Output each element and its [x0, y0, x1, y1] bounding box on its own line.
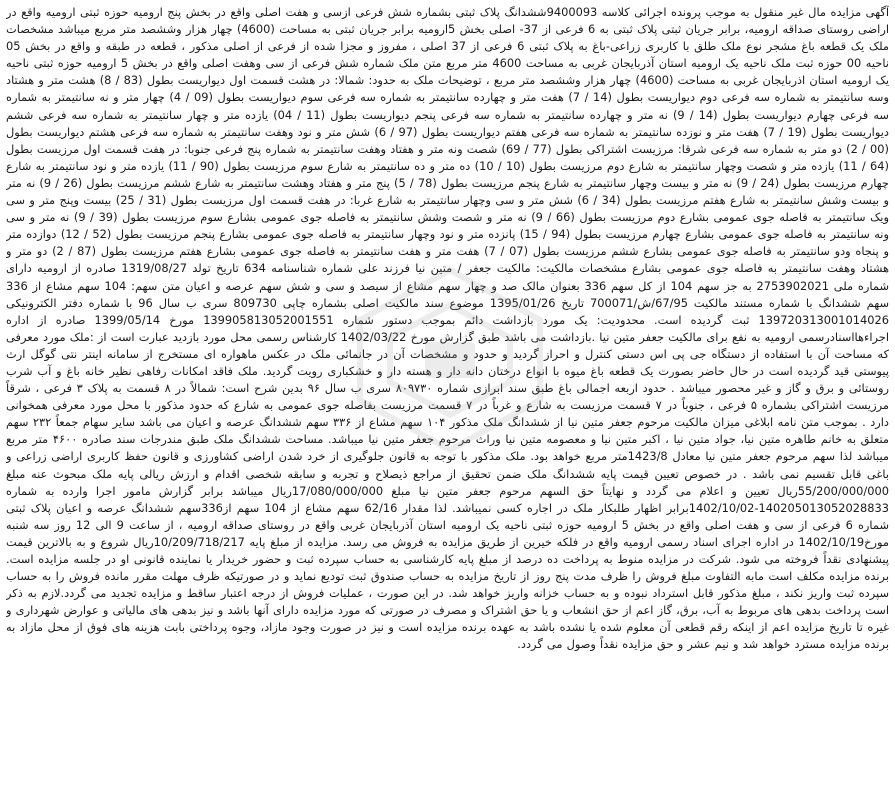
auction-notice-text: آگهی مزایده مال غیر منقول به موجب پرونده اجرائی کلاسه 9400093ششدانگ پلاک ثبتی بشماره شش فرعی ازسی و هفت اصلی واقع در بخش پنج ارومیه حوزه ثبتی ارومیه واقع در اراضی روستای صداقه ارومیه، برابر جریان ثبتی پلاک ثبتی به 6 فرعی از 37- اصلی بخش 5ارومیه برابر جریان ثبتی به مساحت (4600) چهار هزار وششصد متر مربع میباشد مشخصات ملک یک قطعه باغ مشجر نوع ملک طلق با کاربری زراعی-باغ به پلاک ثبتی 6 فرعی از 37 اصلی ، مفروز و مجزا شده از فرعی از اصلی مذکور ، قطعه در طبقه و واقع در بخش 05 ناحیه 00 حوزه ثبت ملک ناحیه یک ارومیه استان آذربایجان غربی به مساحت 4600 متر مربع متن ملک شماره شش فرعی از سی وهفت اصلی واقع در بخش 5 ارومیه حوزه ثبتی ناحیه یک ارومیه استان اذربایجان غربی به مساحت (4600) چهار هزار وششصد متر مربع ، توضیحات ملک به حدود: شمالا: در هشت قسمت اول دیواریست بطول (83 / 8) هشت متر و هشتاد وسه سانتیمتر به شماره سه فرعی دوم دیواریست بطول (14 / 7) هفت متر و چهارده سانتیمتر به شماره سه فرعی سوم دیواریست بطول (09 / 4) چهار متر و نه سانتیمتر به شماره سه فرعی چهارم دیواریست بطول (14 / 9) نه متر و چهارده سانتیمتر به شماره سه فرعی پنجم دیواریست بطول (11 / 04) یازده متر و چهار سانتیمتر به شماره سه فرعی ششم دیواریست بطول (19 / 7) هفت متر و نوزده سانتیمتر به شماره سه فرعی هفتم دیواریست بطول (97 / 6) شش متر و نود وهفت سانتیمتر به شماره سه فرعی هشتم دیواریست بطول (00 / 2) دو متر به شماره سه فرعی شرقا: مرزیست اشتراکی بطول (77 / 69) شصت ونه متر و هفتاد وهفت سانتیمتر به شماره پنج فرعی جنوبا: در هفت قسمت اول مرزیست بطول (64 / 11) یازده متر و شصت وچهار سانتیمتر به شارع دوم مرزیست بطول (10 / 10) ده متر و ده سانتیمتر به شارع سوم مرزیست بطول (90 / 11) یازده متر و نود سانتیمتر به شارع چهارم مرزیست بطول (24 / 9) نه متر و بیست وچهار سانتیمتر به شارع پنجم مرزیست بطول (78 / 5) پنج متر و هفتاد وهشت سانتیمتر به شارع ششم مرزیست بطول (26 / 9) نه متر و بیست وشش سانتیمتر به شارع هفتم مرزیست بطول (34 / 6) شش متر و سی وچهار سانتیمتر به شارع غربا: در هفت قسمت اول مرزیست بطول (31 / 25) بیست وپنج متر و سی ویک سانتیمتر به فاصله جوی عمومی بشارع دوم مرزیست بطول (66 / 9) نه متر و شصت وشش سانتیمتر به فاصله جوی عمومی بشارع سوم مرزیست بطول (39 / 9) نه متر و سی ونه سانتیمتر به فاصله جوی عمومی بشارع چهارم مرزیست بطول (94 / 15) پانزده متر و نود وچهار سانتیمتر به فاصله جوی عمومی بشارع پنجم مرزیست بطول (52 / 12) دوازده متر و پنجاه ودو سانتیمتر به فاصله جوی عمومی بشارع ششم مرزیست بطول (07 / 7) هفت متر و هفت سانتیمتر به فاصله جوی عمومی بشارع هفتم مرزیست بطول (87 / 2) دو متر و هشتاد وهفت سانتیمتر به فاصله جوی عمومی بشارع مشخصات مالکیت: مالکیت جعفر / متین نیا فرزند علی شماره شناسنامه 634 تاریخ تولد 1319/08/27 صادره از ارومیه دارای شماره ملی 2753902021 به جز سهم 104 از کل سهم 336 بعنوان مالک صد و چهار سهم مشاع از سیصد و سی و شش سهم عرصه و اعیان متن سهم: 104 سهم مشاع از 336 سهم ششدانگ با شماره مستند مالکیت 67/95/ش/700071 تاریخ 1395/01/26 موضوع سند مالکیت اصلی بشماره چاپی 809730 سری ب سال 96 با شماره دفتر الکترونیکی 139720313001014026 ثبت گردیده است. محدودیت: یک مورد بازداشت دائم بموجب دستور شماره 139905813052001551 مورخ 1399/05/14 صادره از اداره اجراءهااسنادرسمی ارومیه به نفع برای مالکیت جعفر متین نیا .بازداشت می باشد طبق گزارش مورخ 1402/03/22 کارشناس رسمی محل مورد بازدید عبارت است از :ملک مورد معرفی که مساحت آن با استفاده از دستگاه جی پی اس دستی کنترل و احراز گردید و حدود و مشخصات آن در جانمائی ملک در عکس ماهواره ای مستخرج از سامانه اینتر نتی گوگل ارث پیوستی قید گردیده است در حال حاضر بصورت یک قطعه باغ میوه با انواع درختان دانه دار و هسته دار و خشکباری رویت گردید. ملک فاقد امکانات رفاهی نظیر خانه باغ و آب شرب روستائی و برق و گاز و غیر محصور میباشد . حدود اربعه اجمالی باغ طبق سند ابرازی شماره ۸۰۹۷۳۰ سری ب سال ۹۶ بدین شرح است: شمالاً در ۸ قسمت به پلاک ۳ فرعی ، شرقاً مرزیست اشتراکی بشماره ۵ فرعی ، جنوباً در ۷ قسمت مرزیست به شارع و غرباً در ۷ قسمت مرزیست بفاصله جوی عمومی به شارع که حدود مذکور با محل مورد معرفی همخوانی دارد . بموجب متن نامه ابلاغی میزان مالکیت مرحوم جعفر متین نیا از ششدانگ ملک مذکور ۱۰۴ سهم مشاع از ۳۳۶ سهم ششدانگ عرصه و اعیان می باشد سایر سهام جمعاً ۲۳۲ سهم متعلق به خانم طاهره متین نیا، جواد متین نیا ، اکبر متین نیا و معصومه متین نیا وراث مرحوم جعفر متین نیا میباشد. مساحت ششدانگ ملک طبق مندرجات سند صادره ۴۶۰۰ متر مربع میباشد لذا سهم مرحوم جعفر متین نیا معادل 1423/8متر مربع خواهد بود. ملک مذکور با توجه به قانون جلوگیری از خرد شدن اراضی کشاورزی و قانون حفظ کاربری اراضی زراعی و باغی قابل تقسیم نمی باشد . در خصوص تعیین قیمت پایه ششدانگ ملک ضمن تحقیق از مراجع ذیصلاح و تجربه و سابقه شخصی اقدام و ارزش ریالی پایه ملک مبحوث عنه مبلغ 55/200/000/000ریال تعیین و اعلام می گردد و نهایتاً حق السهم مرحوم جعفر متین نیا مبلغ 17/080/000/000ریال میباشد برابر گزارش مامور اجرا وارده به شماره 140205013052028833-1402/10/02برابر اظهار طلبکار ملک در اجاره کسی نمیباشد. لذا مقدار 62/16 سهم مشاع از 104 سهم از336سهم ششدانگ عرصه و اعیان پلاک ثبتی شماره 6 فرعی از سی و هفت اصلی واقع در بخش 5 ارومیه حوزه ثبتی ناحیه یک ارومیه استان آذربایجان غربی واقع در روستای صداقه ارومیه ، از ساعت 9 الی 12 روز سه شنبه مورخ1402/10/19 در اداره اجرای اسناد رسمی ارومیه واقع در فلکه خیرین از طریق مزایده به فروش می رسد. مزایده از مبلغ پایه 10/209/718/217ریال شروع و به بالاترین قیمت پیشنهادی نقداً فروخته می شود. شرکت در مزایده منوط به پرداخت ده درصد از مبلغ پایه کارشناسی به حساب سپرده ثبت و حضور خریدار یا نماینده قانونی او در جلسه مزایده است. برنده مزایده مکلف است مابه التفاوت مبلغ فروش را ظرف مدت پنج روز از تاریخ مزایده به حساب صندوق ثبت تودیع نماید و در صورتیکه ظرف مهلت مقرر مانده فروش را به حساب سپرده ثبت واریز نکند ، مبلغ مذکور قابل استرداد نبوده و به حساب خزانه واریز خواهد شد. در این صورت ، عملیات فروش از درجه اعتبار ساقط و مزایده تجدید می گردد.لازم به ذکر است پرداخت بدهی های مربوط به آب، برق، گاز اعم از حق انشعاب و یا حق اشتراک و مصرف در صورتی که مورد مزایده دارای آنها باشد و نیز بدهی های مالیاتی و عوارض شهرداری و غیره تا تاریخ مزایده اعم از اینکه رقم قطعی آن معلوم شده یا نشده باشد به عهده برنده مزایده است و نیز در صورت وجود مازاد، وجوه پرداختی بابت هزینه های فوق از محل مازاد به برنده مزایده مسترد خواهد شد و نیم عشر و حق مزایده نقداً وصول می گردد.	[6, 5, 889, 652]
